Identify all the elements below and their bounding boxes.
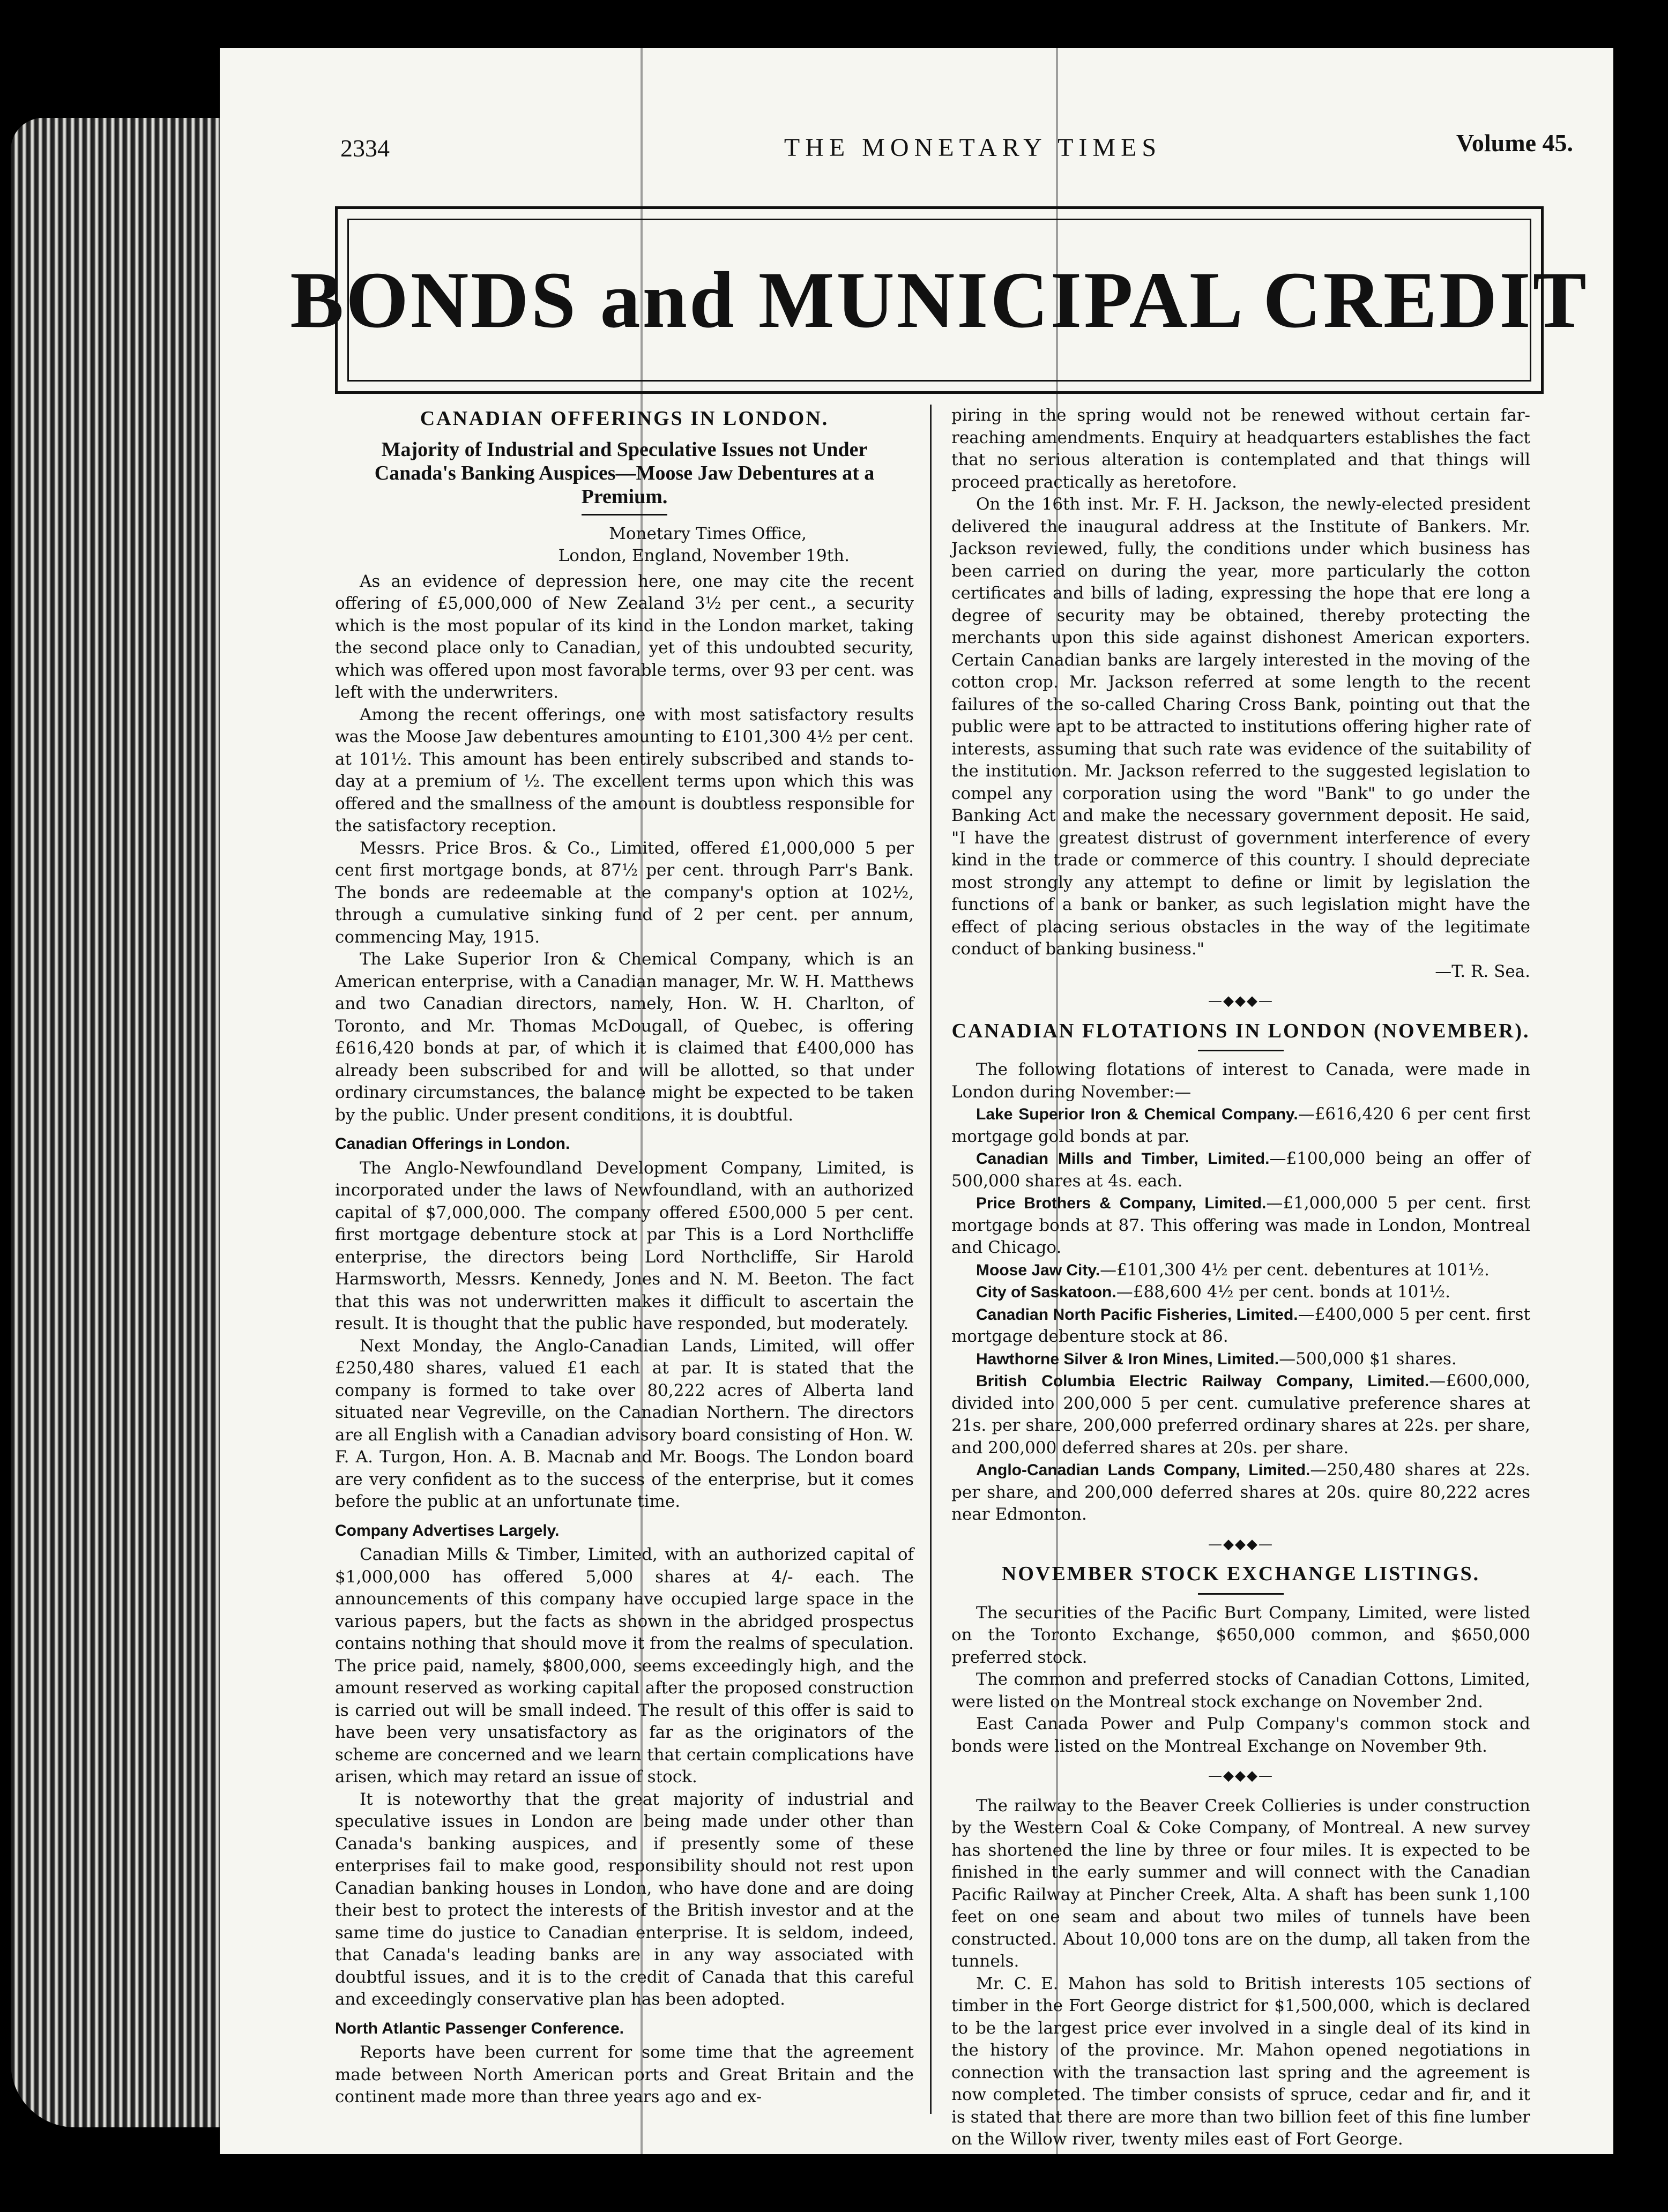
paragraph: The following flotations of interest to Canada, were made in London during November:— — [951, 1060, 1530, 1102]
section-title: BONDS and MUNICIPAL CREDIT — [290, 256, 1589, 345]
flotation-details: —500,000 $1 shares. — [1279, 1349, 1457, 1369]
paragraph: Messrs. Price Bros. & Co., Limited, offered £1,000,000 5 per cent first mortgage bonds, at 87½ per cent. through Parr's Bank. The bonds are redeemable at the company's option at 102½, through a cumulative sinking fund of 2 per cent. per annum, commencing May, 1915. — [335, 838, 914, 947]
flotation-details: —£400,000 5 per cent. first mortgage debenture stock at 86. — [951, 1304, 1530, 1346]
scan-border — [1625, 0, 1668, 2212]
page-header — [340, 123, 1605, 171]
flotation-details: —£88,600 4½ per cent. bonds at 101½. — [1116, 1282, 1451, 1302]
flotation-item — [951, 1103, 1530, 1148]
volume-label: Volume 45. — [1456, 129, 1573, 156]
dateline-office: Monetary Times Office, — [609, 524, 807, 543]
flotation-name: Hawthorne Silver & Iron Mines, Limited. — [976, 1350, 1279, 1368]
flotation-details: —£616,420 6 per cent first mortgage gold bonds at par. — [951, 1104, 1530, 1146]
flotation-item — [951, 1259, 1530, 1282]
subheading: Company Advertises Largely. — [335, 1521, 560, 1540]
paragraph: piring in the spring would not be renewed without certain far-reaching amendments. Enquiry at headquarters establishes the fact that no serious alteration is contemplated and that things will proceed practically as heretofore. — [951, 406, 1530, 492]
flotation-name: Anglo-Canadian Lands Company, Limited. — [976, 1461, 1310, 1479]
column-divider — [930, 405, 932, 2114]
left-column — [335, 405, 914, 2109]
right-column — [951, 405, 1530, 2151]
section-banner — [290, 206, 1589, 394]
flotation-name: Canadian North Pacific Fisheries, Limited. — [976, 1305, 1298, 1324]
flotation-item — [951, 1459, 1530, 1526]
article-heading: CANADIAN OFFERINGS IN LONDON. — [420, 407, 829, 430]
flotations-list — [951, 1103, 1530, 1526]
paragraph: Canadian Mills & Timber, Limited, with an authorized capital of $1,000,000 has offered 5,000 shares at 4/- each. The announcements of this company have occupied large space in the various papers, but the facts as shown in the abridged prospectus contains nothing that should move it from the realms of speculation. The price paid, namely, $800,000, seems exceedingly high, and the amount reserved as working capital after the proposed construction is carried out will be small indeed. The result of this offer is said to have been very unsatisfactory as far as the originators of the scheme are concerned and we learn that certain complications have arisen, which may retard an issue of stock. — [335, 1545, 914, 1787]
paragraph: Next Monday, the Anglo-Canadian Lands, Limited, will offer £250,480 shares, valued £1 each at par. It is stated that the company is formed to take over 80,222 acres of Alberta land situated near Vegreville, on the Canadian Northern. The directors are all English with a Canadian advisory board consisting of Hon. W. F. A. Turgon, Hon. A. B. Macnab and Mr. Boogs. The London board are very confident as to the success of the enterprise, but it comes before the public at an unfortunate time. — [335, 1336, 914, 1511]
paragraph: The railway to the Beaver Creek Collieries is under construction by the Western Coal & Coke Company, of Montreal. A new survey has shortened the line by three or four miles. It is expected to be finished in the early summer and will connect with the Canadian Pacific Railway at Pincher Creek, Alta. A shaft has been sunk 1,100 feet on one seam and about two miles of tunnels have been constructed. About 10,000 tons are on the dump, all taken from the tunnels. — [951, 1796, 1530, 1971]
dateline-place: London, England, November 19th. — [558, 546, 850, 565]
signature: —T. R. Sea. — [1435, 961, 1530, 981]
flotation-item — [951, 1348, 1530, 1371]
flotation-item — [951, 1370, 1530, 1459]
paragraph: The securities of the Pacific Burt Company, Limited, were listed on the Toronto Exchange, $650,000 common, and $650,000 preferred stock. — [951, 1603, 1530, 1667]
paragraph: The common and preferred stocks of Canadian Cottons, Limited, were listed on the Montreal stock exchange on November 2nd. — [951, 1670, 1530, 1712]
ornament-divider: —◆◆◆— — [1208, 993, 1274, 1009]
rule-divider — [582, 514, 667, 515]
flotation-item — [951, 1192, 1530, 1259]
flotation-details: —£600,000, divided into 200,000 5 per cent. cumulative preference shares at 21s. per share, 200,000 preferred ordinary shares at 22s. per share, and 200,000 deferred shares at 20s. per share. — [951, 1371, 1530, 1458]
flotation-details: —£101,300 4½ per cent. debentures at 101½. — [1100, 1260, 1490, 1280]
flotation-item — [951, 1281, 1530, 1304]
ornament-divider: —◆◆◆— — [1208, 1768, 1274, 1784]
article-heading: CANADIAN FLOTATIONS IN LONDON (NOVEMBER). — [951, 1019, 1530, 1042]
paragraph: On the 16th inst. Mr. F. H. Jackson, the newly-elected president delivered the inaugural address at the Institute of Bankers. Mr. Jackson reviewed, fully, the conditions under which business has been carried on during the year, more particularly the cotton certificates and bills of lading, expressing the hope that ere long a degree of security may be obtained, thereby protecting the merchants upon this side against dishonest American exporters. Certain Canadian banks are largely interested in the moving of the cotton crop. Mr. Jackson referred at some length to the recent failures of the so-called Charing Cross Bank, pointing out that the public were apt to be attracted to institutions offering higher rate of interests, assuming that such rate was evidence of the suitability of the institution. Mr. Jackson referred to the suggested legislation to compel any corporation using the word "Bank" to go under the Banking Act and make the necessary government deposit. He said, "I have the greatest distrust of government interference of every kind in the trade or commerce of this country. I should depreciate most strongly any attempt to define or limit by legislation the functions of a bank or banker, as such legislation might have the effect of placing serious obstacles in the way of the legitimate conduct of banking business." — [951, 495, 1530, 959]
flotation-details: —£100,000 being an offer of 500,000 shares at 4s. each. — [951, 1149, 1531, 1191]
page-number: 2334 — [340, 134, 390, 162]
rule-divider — [1198, 1050, 1284, 1051]
publication-title: THE MONETARY TIMES — [784, 133, 1162, 162]
article-deck: Majority of Industrial and Speculative Issues not Under Canada's Banking Auspices—Moose Jaw Debentures at a Premium. — [374, 438, 875, 508]
subheading: Canadian Offerings in London. — [335, 1135, 570, 1153]
flotation-name: Lake Superior Iron & Chemical Company. — [976, 1105, 1298, 1123]
flotation-name: British Columbia Electric Railway Company, Limited. — [976, 1372, 1429, 1390]
flotation-item — [951, 1304, 1530, 1348]
flotation-details: —£1,000,000 5 per cent. first mortgage bonds at 87. This offering was made in London, Montreal and Chicago. — [951, 1193, 1530, 1257]
book-page-edges — [11, 118, 236, 2127]
ornament-divider: —◆◆◆— — [1208, 1536, 1274, 1552]
paragraph: The Anglo-Newfoundland Development Company, Limited, is incorporated under the laws of Newfoundland, with an authorized capital of $7,000,000. The company offered £500,000 5 per cent. first mortgage debenture stock at par This is a Lord Northcliffe enterprise, the directors being Lord Northcliffe, Sir Harold Harmsworth, Messrs. Kennedy, Jones and N. M. Beeton. The fact that this was not underwritten makes it difficult to ascertain the result. It is thought that the public have responded, but moderately. — [335, 1158, 914, 1333]
paragraph: It is noteworthy that the great majority of industrial and speculative issues in London are being made under other than Canada's banking auspices, and if presently some of these enterprises fail to make good, responsibility should not rest upon Canadian banking houses in London, who have done and are doing their best to protect the interests of the British investor and at the same time do justice to Canadian enterprise. It is seldom, indeed, that Canada's leading banks are in any way associated with doubtful issues, and it is to the credit of Canada that this careful and exceedingly conservative plan has been adopted. — [335, 1789, 914, 2009]
rule-divider — [1198, 1593, 1284, 1595]
flotation-name: Canadian Mills and Timber, Limited. — [976, 1150, 1270, 1168]
paragraph: The Lake Superior Iron & Chemical Company, which is an American enterprise, with a Canadian manager, Mr. W. H. Matthews and two Canadian directors, namely, Hon. W. H. Charlton, of Toronto, and Mr. Thomas McDougall, of Quebec, is offering £616,420 bonds at par, of which it is claimed that £400,000 has already been subscribed for and will be allotted, so that under ordinary circumstances, the balance might be expected to be taken by the public. Under present conditions, it is doubtful. — [335, 950, 914, 1125]
paragraph: As an evidence of depression here, one may cite the recent offering of £5,000,000 of New Zealand 3½ per cent., a security which is the most popular of its kind in the London market, taking the second place only to Canadian, yet of this undoubted security, which was offered upon most favorable terms, over 93 per cent. was left with the underwriters. — [335, 571, 914, 702]
subheading: North Atlantic Passenger Conference. — [335, 2019, 624, 2037]
flotation-item — [951, 1148, 1530, 1192]
flotation-details: —250,480 shares at 22s. per share, and 200,000 deferred shares at 20s. quire 80,222 acres near Edmonton. — [951, 1460, 1530, 1524]
article-heading: NOVEMBER STOCK EXCHANGE LISTINGS. — [1001, 1563, 1480, 1585]
flotation-name: City of Saskatoon. — [976, 1283, 1116, 1301]
flotation-name: Price Brothers & Company, Limited. — [976, 1194, 1267, 1212]
paragraph: Among the recent offerings, one with most satisfactory results was the Moose Jaw debentures amounting to £101,300 4½ per cent. at 101½. This amount has been entirely subscribed and stands to-day at a premium of ½. The excellent terms upon which this was offered and the smallness of the amount is doubtless responsible for the satisfactory reception. — [335, 705, 914, 835]
paragraph: Mr. C. E. Mahon has sold to British interests 105 sections of timber in the Fort George district for $1,500,000, which is declared to be the largest price ever involved in a single deal of its kind in the history of the province. Mr. Mahon opened negotiations in connection with the transaction last spring and the agreement is now completed. The timber consists of spruce, cedar and fir, and it is stated that there are more than two billion feet of this fine lumber on the Willow river, twenty miles east of Fort George. — [951, 1974, 1530, 2149]
paragraph: East Canada Power and Pulp Company's common stock and bonds were listed on the Montreal Exchange on November 9th. — [951, 1714, 1530, 1756]
newspaper-page — [220, 48, 1613, 2154]
banner-frame — [290, 219, 1589, 382]
paragraph: Reports have been current for some time that the agreement made between North American ports and Great Britain and the continent made more than three years ago and ex- — [335, 2043, 914, 2106]
flotation-name: Moose Jaw City. — [976, 1261, 1100, 1279]
